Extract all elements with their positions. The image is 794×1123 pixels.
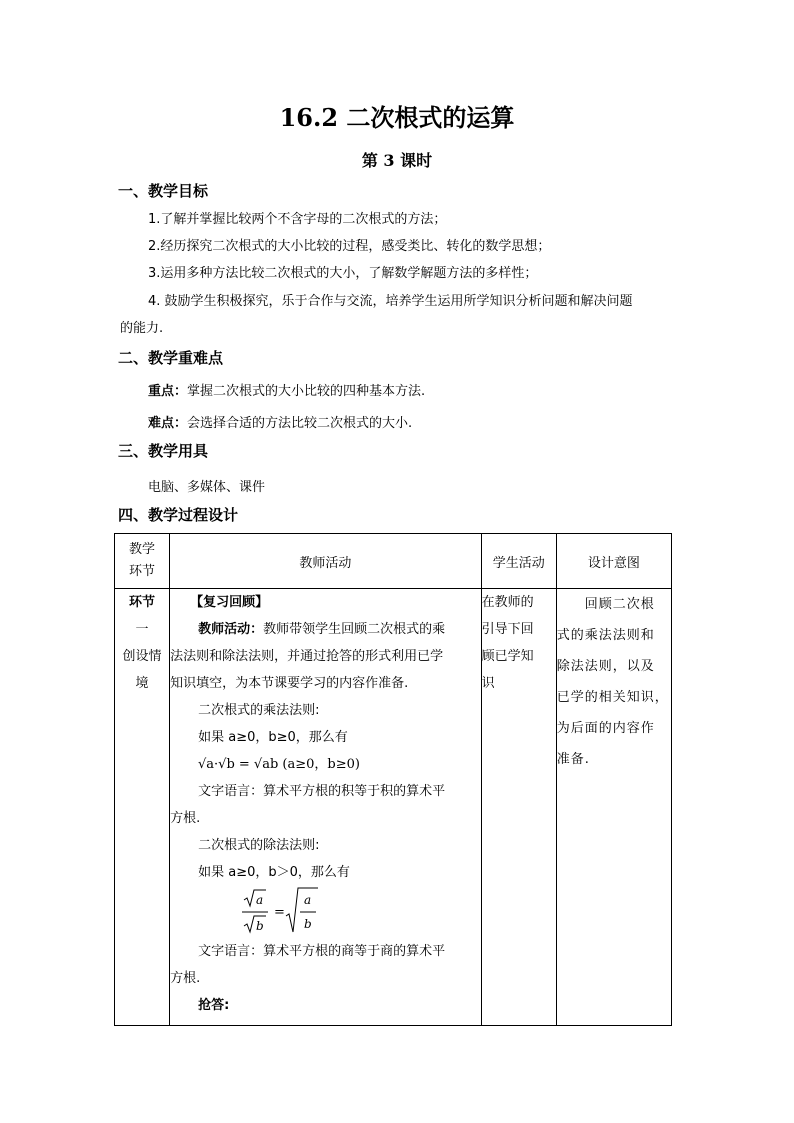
header-stage-line1: 教学 bbox=[129, 542, 156, 557]
intent-line: 准备. bbox=[556, 752, 590, 767]
div-rule-title: 二次根式的除法法则: bbox=[198, 838, 320, 853]
key-point bbox=[148, 382, 425, 402]
page-subtitle: 第 3 课时 bbox=[361, 151, 433, 170]
table-header-row bbox=[115, 534, 672, 589]
key-point-label: 重点： bbox=[148, 384, 188, 399]
div-words-line1: 文字语言：算术平方根的商等于商的算术平 bbox=[198, 944, 446, 959]
header-teacher: 教师活动 bbox=[170, 534, 482, 589]
goals-heading: 一、教学目标 bbox=[118, 182, 209, 200]
quick-answer: 抢答: bbox=[198, 998, 230, 1013]
mult-formula bbox=[170, 751, 481, 778]
design-intent-cell bbox=[556, 589, 671, 1026]
denominator-b: b bbox=[304, 917, 312, 931]
stage-cell bbox=[115, 589, 170, 1026]
goal-item-4-cont: 的能力. bbox=[120, 321, 164, 336]
intent-line: 已学的相关知识， bbox=[556, 690, 669, 705]
review-title: 【复习回顾】 bbox=[190, 595, 269, 610]
mult-formula-text: √a·√b = √ab (a≥0，b≥0) bbox=[198, 757, 361, 772]
teacher-intro-cont: 知识填空，为本节课要学习的内容作准备. bbox=[170, 676, 409, 691]
student-line: 识 bbox=[481, 676, 495, 691]
mult-words-line2: 方根. bbox=[170, 811, 201, 826]
difficult-point bbox=[148, 414, 412, 434]
key-points-heading: 二、教学重难点 bbox=[118, 349, 224, 367]
page-title: 16.2 二次根式的运算 bbox=[279, 103, 515, 132]
stage-line: 环节 bbox=[129, 595, 156, 610]
table-row bbox=[115, 589, 672, 1026]
teacher-intro-text: 教师带领学生回顾二次根式的乘 bbox=[263, 622, 446, 637]
key-point-text: 掌握二次根式的大小比较的四种基本方法. bbox=[187, 384, 426, 399]
intent-line: 除法法则，以及 bbox=[556, 659, 655, 674]
student-line: 顾已学知 bbox=[481, 649, 534, 664]
intent-line: 式的乘法法则和 bbox=[556, 628, 655, 643]
goal-item-2: 2.经历探究二次根式的大小比较的过程，感受类比、转化的数学思想； bbox=[148, 239, 551, 254]
goal-item-1: 1.了解并掌握比较两个不含字母的二次根式的方法； bbox=[148, 212, 447, 227]
header-stage bbox=[115, 534, 170, 589]
difficult-point-text: 会选择合适的方法比较二次根式的大小. bbox=[187, 416, 413, 431]
goal-item-3: 3.运用多种方法比较二次根式的大小，了解数学解题方法的多样性； bbox=[148, 266, 538, 281]
mult-words-line1: 文字语言：算术平方根的积等于积的算术平 bbox=[198, 784, 446, 799]
teacher-intro bbox=[170, 616, 481, 643]
header-student: 学生活动 bbox=[481, 534, 556, 589]
student-line: 在教师的 bbox=[481, 595, 534, 610]
stage-line: 一 bbox=[135, 622, 149, 637]
teacher-intro-cont: 法法则和除法法则，并通过抢答的形式利用已学 bbox=[170, 649, 444, 664]
stage-line: 境 bbox=[135, 676, 149, 691]
difficult-point-label: 难点： bbox=[148, 416, 188, 431]
tools-heading: 三、教学用具 bbox=[118, 442, 209, 460]
mult-rule-title: 二次根式的乘法法则: bbox=[198, 703, 320, 718]
header-stage-line2: 环节 bbox=[129, 564, 156, 579]
student-activity-cell bbox=[481, 589, 556, 1026]
intent-line: 回顾二次根 bbox=[584, 597, 655, 612]
header-intent: 设计意图 bbox=[556, 534, 671, 589]
process-heading: 四、教学过程设计 bbox=[118, 506, 239, 524]
lesson-plan-table bbox=[114, 533, 672, 1026]
div-condition: 如果 a≥0，b＞0，那么有 bbox=[198, 865, 350, 880]
numerator-a: a bbox=[304, 893, 312, 907]
sqrt-sign-icon bbox=[286, 888, 318, 932]
div-words-line2: 方根. bbox=[170, 971, 201, 986]
div-formula-svg bbox=[242, 886, 382, 938]
equals-sign: = bbox=[274, 905, 285, 920]
div-formula bbox=[170, 886, 481, 938]
denominator-b: b bbox=[256, 919, 264, 933]
numerator-a: a bbox=[256, 893, 264, 907]
teacher-activity-cell bbox=[170, 589, 482, 1026]
teacher-activity-label: 教师活动： bbox=[198, 622, 264, 637]
mult-condition: 如果 a≥0，b≥0，那么有 bbox=[198, 730, 348, 745]
stage-line: 创设情 bbox=[122, 649, 162, 664]
mult-formula-svg bbox=[198, 751, 368, 775]
student-line: 引导下回 bbox=[481, 622, 534, 637]
tools-text: 电脑、多媒体、课件 bbox=[148, 480, 266, 495]
goal-item-4: 4. 鼓励学生积极探究，乐于合作与交流，培养学生运用所学知识分析问题和解决问题 bbox=[148, 294, 633, 309]
intent-line: 为后面的内容作 bbox=[556, 721, 655, 736]
